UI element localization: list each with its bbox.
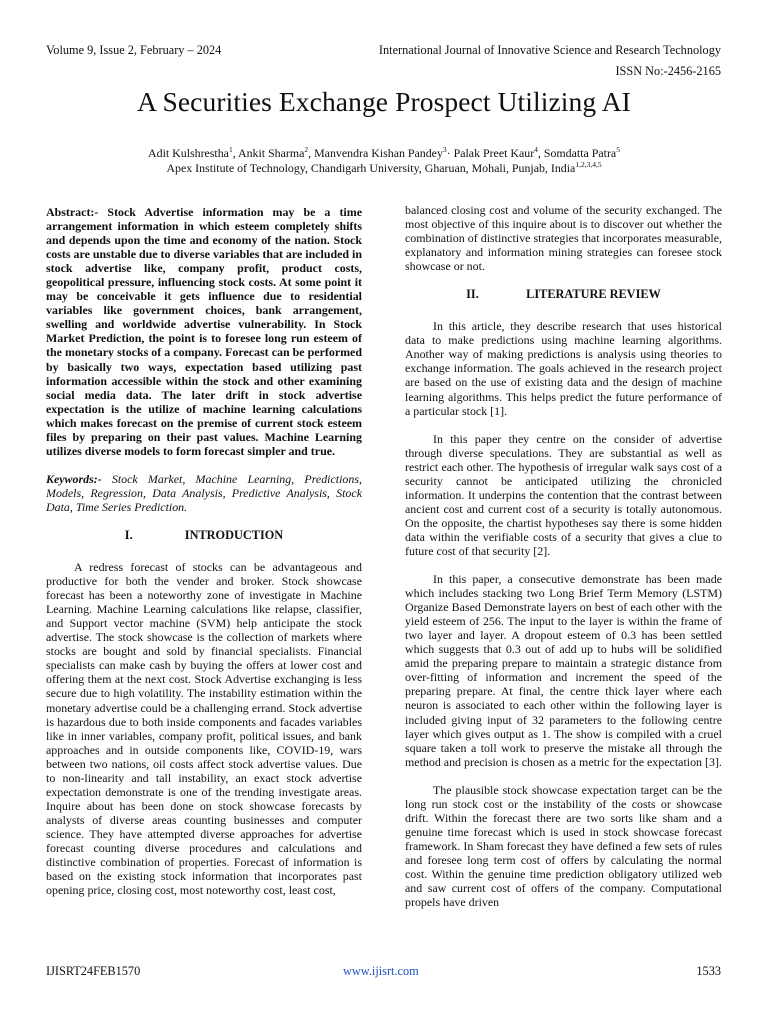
- keywords: [46, 472, 362, 514]
- author-sup: 1: [228, 145, 233, 155]
- author-sep: ,: [537, 146, 544, 160]
- issn: ISSN No:-2456-2165: [615, 64, 721, 78]
- paper-code: IJISRT24FEB1570: [46, 964, 141, 978]
- continued-paragraph: balanced closing cost and volume of the security exchanged. The most objective of this inquire about is to discover out whether the combination of distinctive strategies that incorporates measurable, explanatory and information mining strategies can foresee stock showcase or not.: [405, 203, 722, 274]
- section-number: I.: [124, 527, 133, 542]
- lit-paragraph: In this article, they describe research that uses historical data to make predictions using machine learning algorithms. Another way of making predictions is analysis using theories to exchange information. The goals achieved in the research project are based on the use of existing data and the design of machine learning algorithms. This helps predict the future performance of a particular stock [1].: [405, 319, 722, 418]
- author-sup: 5: [616, 145, 620, 155]
- lit-paragraph: The plausible stock showcase expectation target can be the long run stock cost or the instability of the costs or showcase drift. Within the forecast there are two sorts like sham and a genuine time forecast which is used in stock showcase forecast framework. In Sham forecast they have defined a few sets of rules and foresee long term cost of offers by calculating the normal cost. Within the genuine time prediction obligatory utilized web and saw current cost of offers of the company. Computational propels have driven: [405, 782, 722, 910]
- author-sup: 3: [442, 145, 447, 155]
- author-name: Adit Kulshrestha: [148, 146, 229, 160]
- keywords-label: Keywords:-: [46, 471, 102, 486]
- section-title: LITERATURE REVIEW: [526, 287, 661, 302]
- keywords-text: Stock Market, Machine Learning, Predictions, Models, Regression, Data Analysis, Predictive Analysis, Stock Data, Time Series Prediction.: [46, 471, 362, 514]
- section-heading-literature-review: [405, 287, 722, 301]
- author-name: Manvendra Kishan Pandey: [314, 146, 443, 160]
- lit-paragraph: In this paper, a consecutive demonstrate has been made which includes stacking two Long Brief Term Memory (LSTM) Organize Based Demonstrate layers on best of each other with the yield esteem of 256. The input to the layer is within the frame of two layer and layer. A dropout esteem of 0.3 has been settled which suggests that 0.3 out of add up to hubs will be solidified amid the preparing prepare to maintain a strategic distance from over-fitting of information and increment the speed of the preparing prepare. At final, the centre thick layer where each neuron is associated to each other within the following layer is included giving input of 32 parameters to the following centre layer which gives output as 1. The show is compiled with a cruel square taken a toll work to preserve the mistake all through the method and precision is chosen as a metric for the expectation [3].: [405, 572, 722, 769]
- affiliation-sup: 1,2,3,4,5: [575, 160, 602, 170]
- section-heading-introduction: [46, 528, 362, 542]
- author-sep: ,: [232, 146, 239, 160]
- author-sep: ·: [446, 146, 454, 160]
- paper-title: A Securities Exchange Prospect Utilizing AI: [137, 86, 631, 117]
- volume-info: Volume 9, Issue 2, February – 2024: [46, 43, 222, 57]
- author-sup: 4: [534, 145, 538, 155]
- author-name: Somdatta Patra: [543, 146, 617, 160]
- affiliation-text: Apex Institute of Technology, Chandigarh University, Gharuan, Mohali, Punjab, India: [166, 161, 576, 175]
- intro-paragraph: A redress forecast of stocks can be advantageous and productive for both the vender and broker. Stock showcase forecast has been a noteworthy zone of investigate in Machine Learning. Machine Learning calculations like relapse, classifier, and Support vector machine (SVM) help anticipate the stock advertise. The stock showcase is the collection of markets where stocks are bought and sold by financial specialists. Financial specialists can make cash by buying the offers at lower cost and offering them at the next cost. Stock Advertise exchanging is less secure due to high volatility. The instability estimation within the monetary advertise could be a challenging errand. Stock advertise is hazardous due to both inside components and facades variables like in inner variables, company profit, political issues, and bank approaches and in outside components like, COVID-19, wars between two nations, oil costs affect stock advertise values. Due to non-linearity and tall instability, an exact stock advertise expectation demonstrate is one of the trending investigate areas. Inquire about has been done on stock showcase forecasts by analysts of diverse areas counting businesses and computer science. They have attempted diverse approaches for advertise forecast counting diverse procedures and calculations and distinctive combination of properties. Forecast of information is based on the existing stock information that incorporates past opening price, closing cost, most noteworthy cost, least cost,: [46, 560, 362, 898]
- section-title: INTRODUCTION: [184, 527, 284, 542]
- page-number: 1533: [696, 964, 721, 978]
- author-sep: ,: [308, 146, 315, 160]
- journal-website-link[interactable]: www.ijisrt.com: [343, 964, 419, 978]
- right-column: [405, 203, 722, 909]
- journal-name: International Journal of Innovative Science and Research Technology: [378, 43, 721, 57]
- author-name: Ankit Sharma: [238, 146, 305, 160]
- affiliation: [0, 161, 768, 176]
- author-sup: 2: [304, 145, 309, 155]
- left-column: [46, 205, 362, 897]
- abstract: Abstract:- Stock Advertise information may be a time arrangement information in which esteem completely shifts and depends upon the time and economy of the nation. Stock costs are unstable due to diverse variables that are included in stock advertise like, company profit, product costs, geopolitical pressure, influencing stock costs. At some point it may be conceivable it gets influence due to residential variables like government choices, bank arrangement, swelling and worldwide advertise vulnerability. In Stock Market Prediction, the point is to foresee long run esteem of the monetary stocks of a company. Forecast can be performed by basically two ways, expectation based utilizing past information accessible within the stock and other examining social media data. The later drift in stock advertise expectation is the utilize of machine learning calculations which makes forecast on the premise of current stock esteem files by preparing on their past values. Machine Learning utilizes diverse models to form forecast simpler and true.: [46, 205, 362, 458]
- section-number: II.: [466, 287, 479, 302]
- lit-paragraph: In this paper they centre on the consider of advertise through diverse speculations. They are substantial as well as restrict each other. The hypothesis of irregular walk says cost of a security cannot be anticipated utilizing the chronicled information. It underpins the contention that the contrast between ancient cost and current cost of a security is totally autonomous. On the opposite, the chartist hypotheses say there is some hidden data within the verifiable costs of a security that gives a clue to future cost of that security [2].: [405, 431, 722, 558]
- author-name: Palak Preet Kaur: [453, 146, 535, 160]
- author-list: [0, 146, 768, 161]
